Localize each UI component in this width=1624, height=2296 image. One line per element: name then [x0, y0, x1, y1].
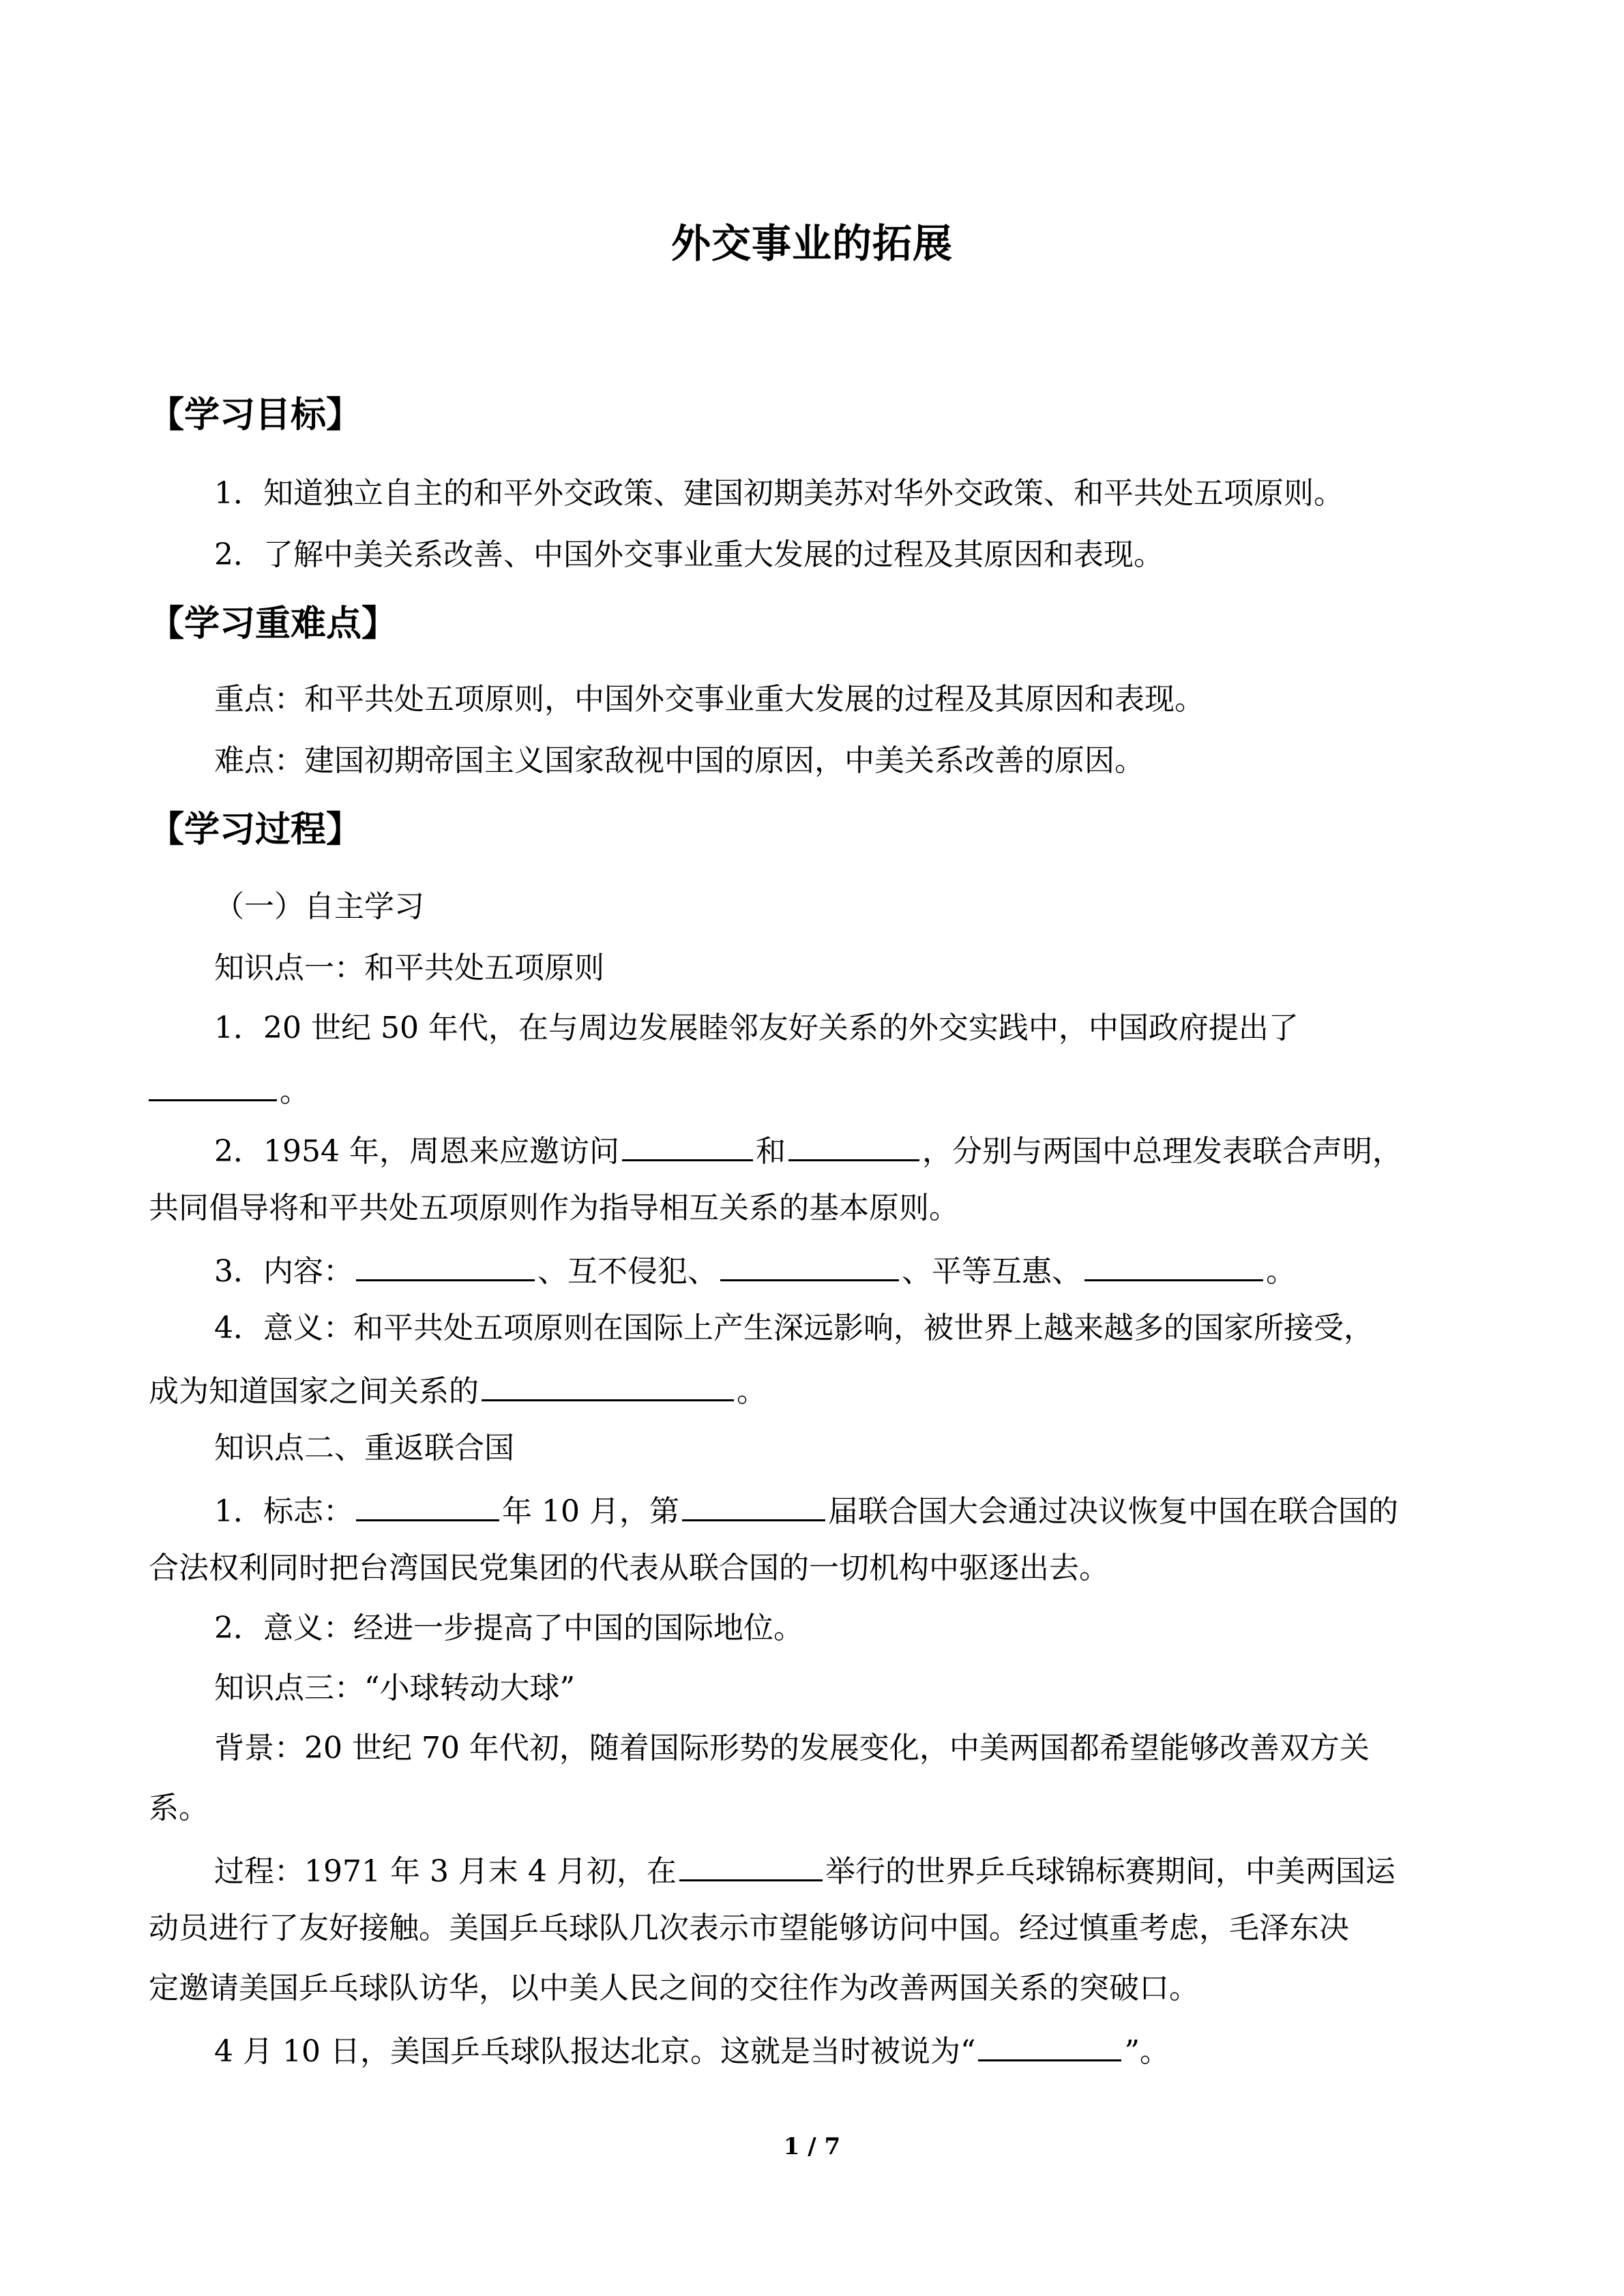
- important-point: 重点：和平共处五项原则，中国外交事业重大发展的过程及其原因和表现。: [214, 682, 1205, 717]
- blank-field: [356, 1249, 535, 1281]
- page-number: 1 / 7: [783, 2133, 841, 2160]
- kp3-process-line3: 定邀请美国乒乓球队访华，以中美人民之间的交往作为改善两国关系的突破口。: [149, 1971, 1199, 2006]
- kp3-background-line1: 背景：20 世纪 70 年代初，随着国际形势的发展变化，中美两国都希望能够改善双方关: [214, 1731, 1370, 1765]
- blank-field: [622, 1129, 753, 1161]
- kp1-q4-line1: 4．意义：和平共处五项原则在国际上产生深远影响，被世界上越来越多的国家所接受，: [214, 1311, 1374, 1345]
- kp3-process-line2: 动员进行了友好接触。美国乒乓球队几次表示市望能够访问中国。经过慎重考虑，毛泽东决: [149, 1911, 1349, 1945]
- goals-heading: 【学习目标】: [149, 395, 362, 436]
- blank-field: [679, 1849, 823, 1881]
- goal-item-2: 2．了解中美关系改善、中国外交事业重大发展的过程及其原因和表现。: [214, 537, 1164, 572]
- key-points-heading: 【学习重难点】: [149, 603, 398, 644]
- kp1-q1-line2: 。: [149, 1069, 310, 1111]
- kp1-q2-line1: 2．1954 年，周恩来应邀访问 和 ，分别与两国中总理发表联合声明，: [214, 1129, 1402, 1171]
- goal-item-1: 1．知道独立自主的和平外交政策、建国初期美苏对华外交政策、和平共处五项原则。: [214, 476, 1344, 511]
- kp2-title: 知识点二、重返联合国: [214, 1431, 514, 1465]
- kp2-q1-line1: 1．标志： 年 10 月，第 届联合国大会通过决议恢复中国在联合国的: [214, 1489, 1398, 1531]
- page-title: 外交事业的拓展: [670, 220, 953, 267]
- blank-field: [978, 2029, 1121, 2061]
- difficult-point: 难点：建国初期帝国主义国家敌视中国的原因，中美关系改善的原因。: [214, 743, 1145, 778]
- blank-field: [149, 1069, 277, 1101]
- kp3-arrival: 4 月 10 日，美国乒乓球队报达北京。这就是当时被说为“ ”。: [214, 2029, 1170, 2071]
- kp1-q3: 3．内容： 、互不侵犯、 、平等互惠、 。: [214, 1249, 1296, 1291]
- blank-field: [788, 1129, 919, 1161]
- kp3-process-line1: 过程：1971 年 3 月末 4 月初，在 举行的世界乒乓球锦标赛期间，中美两国运: [214, 1849, 1396, 1891]
- kp3-background-line2: 系。: [149, 1791, 209, 1825]
- kp2-q1-line2: 合法权利同时把台湾国民党集团的代表从联合国的一切机构中驱逐出去。: [149, 1551, 1109, 1585]
- kp2-q2: 2．意义：经进一步提高了中国的国际地位。: [214, 1611, 803, 1645]
- kp1-q4-line2: 成为知道国家之间关系的 。: [149, 1369, 767, 1411]
- kp1-q1-line1: 1．20 世纪 50 年代，在与周边发展睦邻友好关系的外交实践中，中国政府提出了: [214, 1011, 1299, 1045]
- kp1-q2-line2: 共同倡导将和平共处五项原则作为指导相互关系的基本原则。: [149, 1191, 959, 1225]
- blank-field: [720, 1249, 899, 1281]
- self-study-subheading: （一）自主学习: [214, 889, 424, 924]
- blank-field: [356, 1489, 499, 1521]
- blank-field: [1084, 1249, 1263, 1281]
- blank-field: [482, 1369, 734, 1401]
- blank-field: [682, 1489, 825, 1521]
- kp3-title: 知识点三：“小球转动大球”: [214, 1671, 575, 1705]
- process-heading: 【学习过程】: [149, 809, 362, 850]
- kp1-title: 知识点一：和平共处五项原则: [214, 951, 604, 985]
